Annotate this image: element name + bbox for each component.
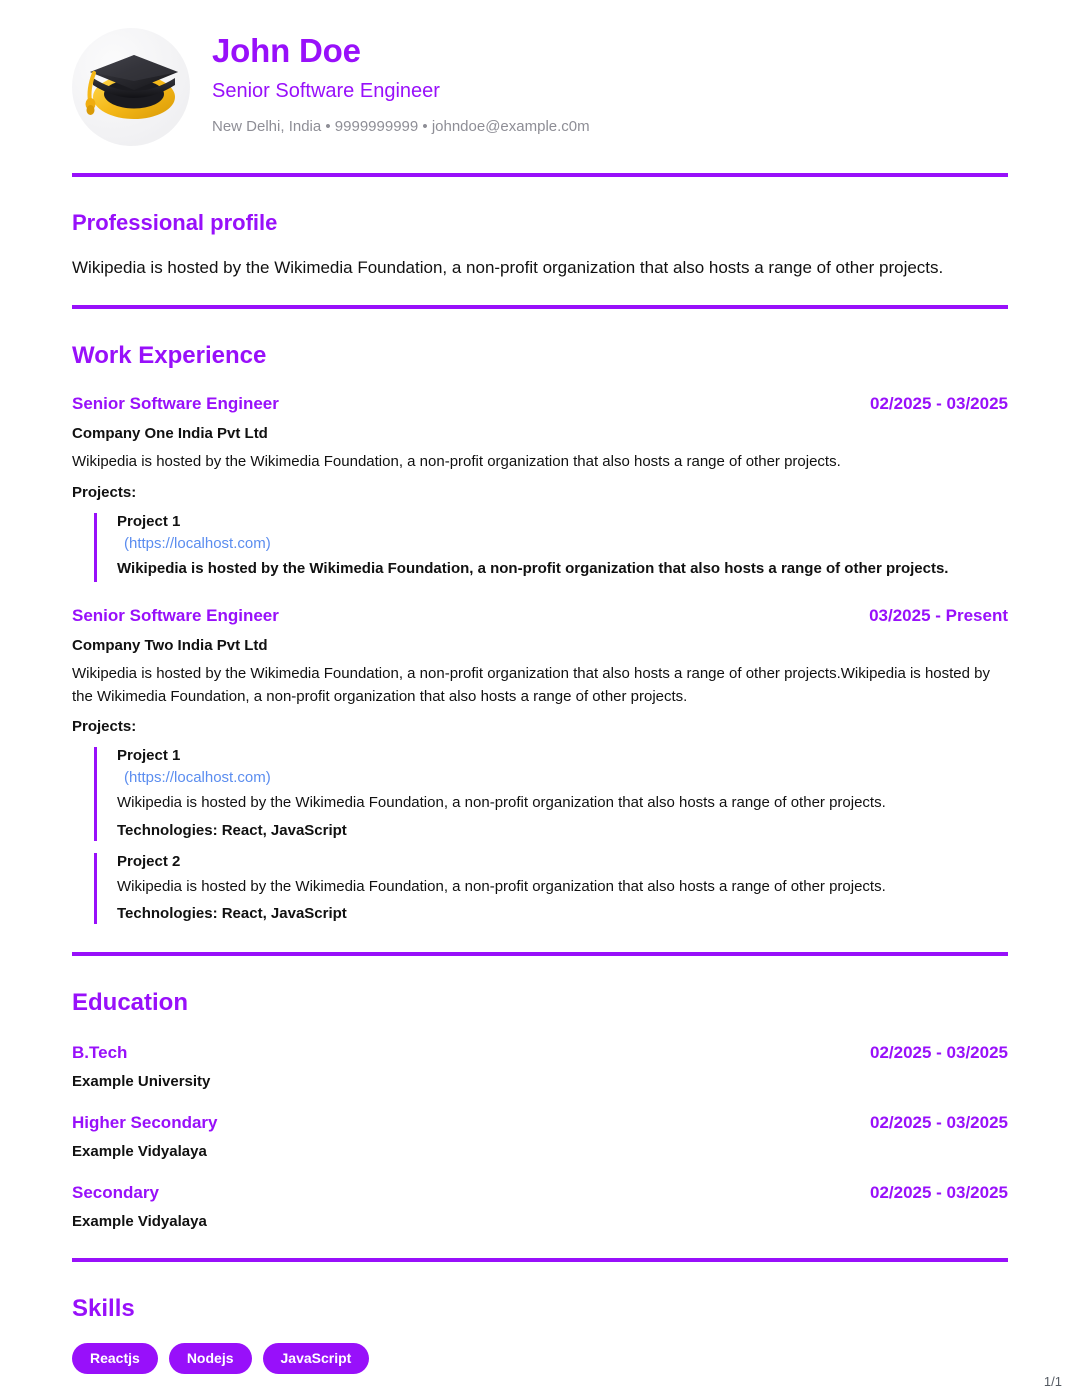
page-number: 1/1 [1043,1374,1062,1389]
education-date: 02/2025 - 03/2025 [869,1183,1008,1203]
project-url-link[interactable]: (https://localhost.com) [124,534,271,552]
project-name: Project 2 [117,852,181,870]
work-entry-header [72,394,1008,414]
projects-label: Projects: [72,718,137,736]
skill-pill: JavaScript [263,1343,370,1374]
work-entry-company: Company Two India Pvt Ltd [72,637,268,655]
project-item [94,853,1008,925]
skill-pill: Nodejs [169,1343,252,1374]
education-date: 02/2025 - 03/2025 [869,1113,1008,1133]
education-entry-header [72,1113,1008,1133]
project-description: Wikipedia is hosted by the Wikimedia Foundation, a non-profit organization that also hosts a range of other projects. [117,877,886,895]
resume-header [72,0,1008,146]
profile-text: Wikipedia is hosted by the Wikimedia Foundation, a non-profit organization that also hosts a range of other projects. [72,258,944,277]
section-title-skills: Skills [72,1295,135,1323]
education-entry-header [72,1183,1008,1203]
divider-education [72,1258,1008,1262]
education-degree: Secondary [72,1183,159,1203]
education-degree: B.Tech [72,1043,128,1063]
project-url-link[interactable]: (https://localhost.com) [124,769,271,787]
education-entry [72,1043,1008,1090]
project-technologies: Technologies: React, JavaScript [117,905,347,923]
work-entry-header [72,606,1008,626]
graduation-cap-icon [72,28,190,146]
projects-label: Projects: [72,483,137,501]
education-entry [72,1183,1008,1230]
project-description: Wikipedia is hosted by the Wikimedia Foundation, a non-profit organization that also hosts a range of other projects. [117,794,886,812]
education-entry-header [72,1043,1008,1063]
work-entry-date: 02/2025 - 03/2025 [869,394,1008,414]
divider-work [72,952,1008,956]
section-title-work: Work Experience [72,342,267,370]
header-contact: New Delhi, India • 9999999999 • johndoe@example.c0m [212,117,590,135]
project-description: Wikipedia is hosted by the Wikimedia Foundation, a non-profit organization that also hosts a range of other projects. [117,559,949,577]
education-date: 02/2025 - 03/2025 [869,1043,1008,1063]
divider-header [72,173,1008,177]
page-title: John Doe [212,32,361,69]
project-name: Project 1 [117,512,181,530]
work-entry-company: Company One India Pvt Ltd [72,425,268,443]
work-entry [72,606,1008,924]
divider-profile [72,305,1008,309]
project-technologies: Technologies: React, JavaScript [117,821,347,839]
section-title-education: Education [72,989,189,1017]
work-entry-description: Wikipedia is hosted by the Wikimedia Foundation, a non-profit organization that also hosts a range of other projects.Wikipedia is hosted by the Wikimedia Foundation, a non-profit organization that also hosts a range of other projects. [72,665,990,705]
work-entry-date: 03/2025 - Present [869,606,1008,626]
header-text-block [212,26,590,136]
project-name: Project 1 [117,747,181,765]
project-item [94,747,1008,841]
skills-list [72,1343,1008,1374]
education-entry [72,1113,1008,1160]
work-entry-title: Senior Software Engineer [72,394,279,414]
work-entry-description: Wikipedia is hosted by the Wikimedia Foundation, a non-profit organization that also hosts a range of other projects. [72,453,841,471]
work-entry [72,394,1008,582]
education-school: Example Vidyalaya [72,1213,207,1231]
section-title-profile: Professional profile [72,210,278,235]
project-item [94,513,1008,583]
education-school: Example University [72,1073,211,1091]
education-school: Example Vidyalaya [72,1143,207,1161]
avatar [72,28,190,146]
work-entry-title: Senior Software Engineer [72,606,279,626]
header-role: Senior Software Engineer [212,79,440,102]
skill-pill: Reactjs [72,1343,158,1374]
education-degree: Higher Secondary [72,1113,218,1133]
